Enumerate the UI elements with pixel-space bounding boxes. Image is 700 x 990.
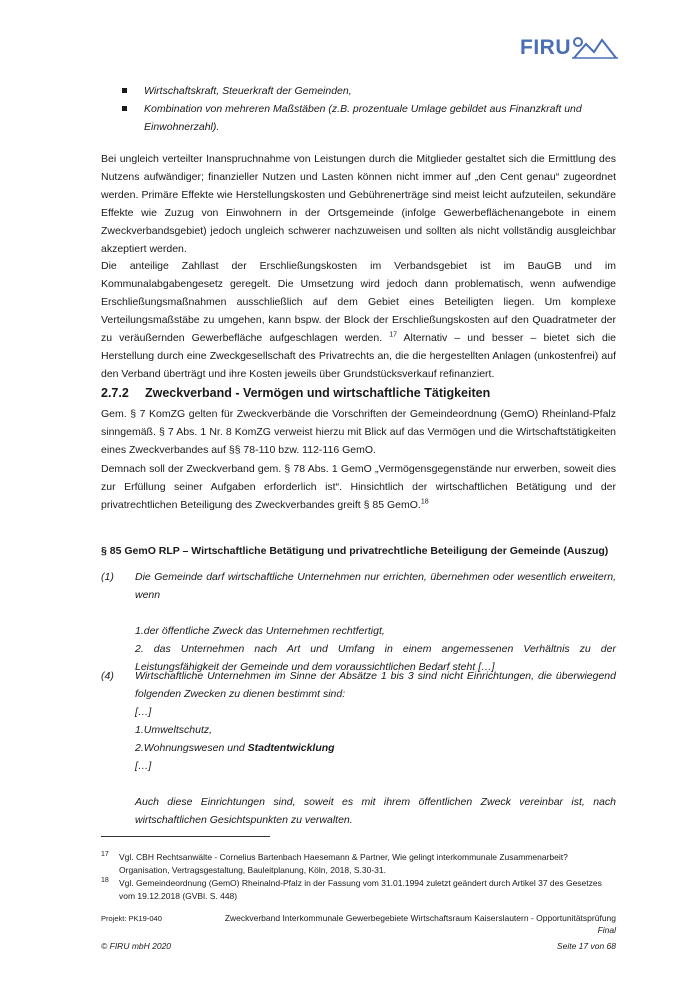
footnote-ref[interactable]: 18 — [420, 498, 429, 506]
paragraph-gemo: Demnach soll der Zweckverband gem. § 78 Abs. 1 GemO „Vermögensgegenstände nur erwerben, soweit dies zur Erfüllung seiner Aufgaben erforderlich ist“. Hinsichtlich der wirtschaftlichen Betätigung und der privatrechtlichen Beteiligung des Zweckverbandes greift § 85 GemO.$^{18}$ — [101, 463, 616, 511]
bullet-list — [122, 82, 622, 136]
footer-page-number: Seite 17 von 68 — [556, 941, 616, 951]
law-paragraph-1: (1) Die Gemeinde darf wirtschaftliche Unternehmen nur errichten, übernehmen oder wesentlich erweitern, wenn 1.der öffentliche Zweck das Unternehmen rechtfertigt, 2. das Unternehmen nach Art und Umfang in einem angemessenen Verhältnis zu der Leistungsfähigkeit der Gemeinde und dem voraussichtlichen Bedarf steht […] — [101, 571, 616, 673]
footnote-ref[interactable]: 17 — [389, 331, 397, 339]
section-heading: 2.7.2 Zweckverband - Vermögen und wirtschaftliche Tätigkeiten — [101, 386, 491, 400]
logo-figure-icon — [572, 36, 618, 60]
footer-doc-title: Zweckverband Interkommunale Gewerbegebiete Wirtschaftsraum Kaiserslautern - Opportunitätsprüfung Final — [224, 913, 616, 935]
footnote-18: 18 Vgl. Gemeindeordnung (GemO) Rheinalnd-Pfalz in der Fassung vom 31.01.1994 zuletzt geändert durch Artikel 37 des Gesetzes vom 19.12.2018 (GVBl. S. 448) — [101, 877, 602, 901]
law-paragraph-4: (4) Wirtschaftliche Unternehmen im Sinne der Absätze 1 bis 3 sind nicht Einrichtungen, die überwiegend folgenden Zwecken zu dienen bestimmt sind: […] 1.Umweltschutz, 2.Wohnungswesen und Stadtentwicklung […] Auch diese Einrichtungen sind, soweit es mit ihrem öffentlichen Zweck vereinbar ist, nach wirtschaftlichen Gesichtspunkten zu verwalten. — [101, 670, 616, 826]
footnote-17: 17 Vgl. CBH Rechtsanwälte - Cornelius Bartenbach Haesemann & Partner, Wie gelingt interkommunale Zusammenarbeit? Organisation, Vertragsgestaltung, Bauleitplanung, Köln, 2018, S.30-31. — [101, 851, 568, 875]
list-item: Wirtschaftskraft, Steuerkraft der Gemeinden, — [122, 82, 622, 100]
paragraph-benefit-allocation: Bei ungleich verteilter Inanspruchnahme von Leistungen durch die Mitglieder gestaltet sich die Ermittlung des Nutzens aufwändiger; finanzieller Nutzen und Lasten können nicht immer auf „den Cent genau“ zugeordnet werden. Primäre Effekte wie Herstellungskosten und Gebührenerträge sind meist leicht aufzuteilen, sekundäre Effekte wie Zuzug von Einwohnern in der Ortsgemeinde (infolge Gewerbeflächenangebote in einem Zweckverbandsgebiet) jedoch ungleich schwerer nachzuweisen und sollten als nicht vollständig ausgleichbar akzeptiert werden. — [101, 153, 616, 255]
paragraph-development-costs: Die anteilige Zahllast der Erschließungskosten im Verbandsgebiet ist im BauGB und im Kommunalabgabengesetz geregelt. Die Umsetzung wird jedoch dann problematisch, wenn aufwendige Erschließungsmaßnahmen ausschließlich auf dem Gebiet eines Beteiligten liegen. Um komplexe Verteilungsmaßstäbe zu umgehen, kann bspw. der Block der Erschließungskosten auf den Quadratmeter der zu veräußernden Gewerbefläche aufgeschlagen werden. $^{17}$ Alternativ – und besser – bietet sich die Herstellung durch eine Zweckgesellschaft des Privatrechts an, die die hergestellten Anlagen (unkostenfrei) auf den Verband überträgt und ihre Kosten jeweils über Grundstücksverkauf refinanziert. — [101, 260, 616, 380]
firu-logo — [520, 34, 616, 62]
footer-project: Projekt: PK19-040 — [101, 914, 162, 923]
footnote-separator — [101, 836, 270, 837]
law-excerpt-title: § 85 GemO RLP – Wirtschaftliche Betätigung und privatrechtliche Beteiligung der Gemeinde (Auszug) — [101, 545, 609, 557]
logo-text: FIRU — [520, 36, 571, 59]
list-item: Kombination von mehreren Maßstäben (z.B. prozentuale Umlage gebildet aus Finanzkraft und Einwohnerzahl). — [122, 100, 622, 136]
paragraph-komzg: Gem. § 7 KomZG gelten für Zweckverbände die Vorschriften der Gemeindeordnung (GemO) Rheinland-Pfalz sinngemäß. § 7 Abs. 1 Nr. 8 KomZG verweist hierzu mit Blick auf das Vermögen und die Wirtschaftstätigkeiten eines Zweckverbandes auf §§ 78-110 bzw. 112-116 GemO. — [101, 408, 616, 456]
footer-copyright: © FIRU mbH 2020 — [101, 941, 172, 951]
